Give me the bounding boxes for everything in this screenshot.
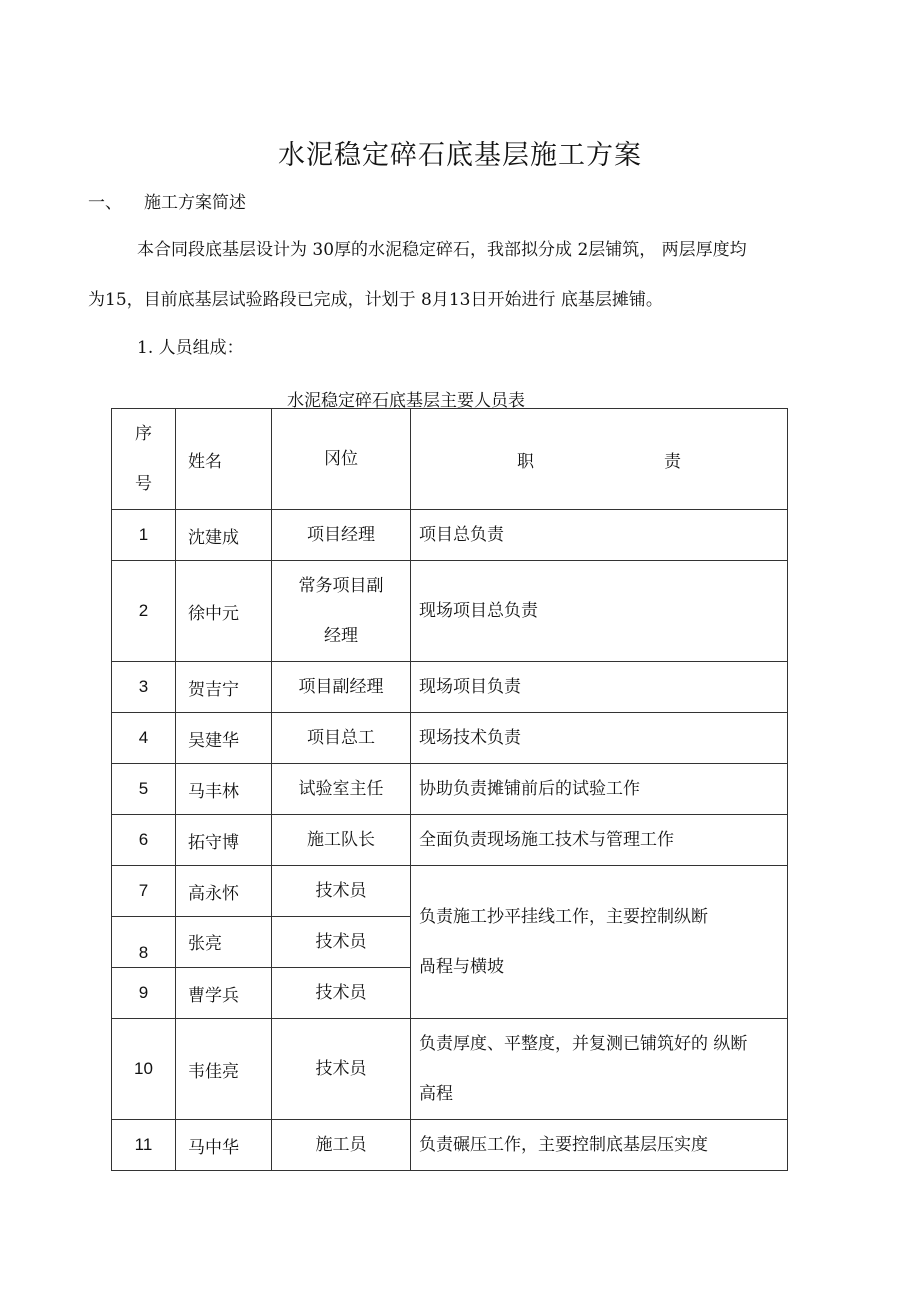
- row-no: 9: [112, 968, 176, 1019]
- table-caption: 水泥稳定碎石底基层主要人员表: [287, 391, 525, 411]
- section-number: 一、: [88, 193, 122, 213]
- section-title: 施工方案简述: [144, 193, 246, 213]
- row-name: 马丰林: [176, 764, 272, 815]
- row-position: 技术员: [272, 1019, 411, 1120]
- header-position: 冈位: [272, 409, 411, 510]
- row-name: 马中华: [176, 1120, 272, 1171]
- row-name: 曹学兵: [176, 968, 272, 1019]
- row-duty-merged: [411, 866, 788, 1019]
- table-row: [112, 561, 788, 662]
- row-duty: 现场项目总负责: [411, 561, 788, 662]
- row-duty: [411, 1019, 788, 1120]
- paragraph-line-1: 本合同段底基层设计为 30厚的水泥稳定碎石，我部拟分成 2层铺筑， 两层厚度均: [137, 240, 747, 260]
- row-duty: 现场技术负责: [411, 713, 788, 764]
- row-no: 5: [112, 764, 176, 815]
- row-position: 项目总工: [272, 713, 411, 764]
- row-no: 8: [112, 917, 176, 968]
- section-heading: [88, 188, 246, 213]
- row-duty: 协助负责摊铺前后的试验工作: [411, 764, 788, 815]
- row-duty: 现场项目负责: [411, 662, 788, 713]
- header-duty-b: 责: [664, 451, 681, 472]
- row-position: [272, 561, 411, 662]
- personnel-table: [111, 408, 788, 1171]
- paragraph-line-2: 为15，目前底基层试验路段已完成，计划于 8月13日开始进行 底基层摊铺。: [88, 290, 663, 310]
- row-no: 3: [112, 662, 176, 713]
- merged-duty-line1: 负责施工抄平挂线工作，主要控制纵断: [419, 907, 708, 927]
- row-name: 徐中元: [176, 561, 272, 662]
- row-name: 吴建华: [176, 713, 272, 764]
- table-row: [112, 662, 788, 713]
- table-row: [112, 1120, 788, 1171]
- row-position: 项目经理: [272, 510, 411, 561]
- header-duty: [411, 409, 788, 510]
- row-position: 施工队长: [272, 815, 411, 866]
- header-name: 姓名: [176, 409, 272, 510]
- row-position: 施工员: [272, 1120, 411, 1171]
- row-position: 试验室主任: [272, 764, 411, 815]
- document-title: 水泥稳定碎石底基层施工方案: [278, 140, 642, 171]
- header-no-bottom: 号: [135, 474, 152, 494]
- row-position: 技术员: [272, 968, 411, 1019]
- row-duty: 全面负责现场施工技术与管理工作: [411, 815, 788, 866]
- table-row: [112, 713, 788, 764]
- row-name: 高永怀: [176, 866, 272, 917]
- table-row: [112, 866, 788, 917]
- row-position: 技术员: [272, 866, 411, 917]
- table-row: [112, 815, 788, 866]
- table-row: [112, 1019, 788, 1120]
- row-name: 张亮: [176, 917, 272, 968]
- row-no: 4: [112, 713, 176, 764]
- row-no: 2: [112, 561, 176, 662]
- row-no: 7: [112, 866, 176, 917]
- table-header-row: [112, 409, 788, 510]
- subheading-personnel: 1. 人员组成：: [137, 338, 244, 358]
- row-no: 1: [112, 510, 176, 561]
- row-position-line1: 常务项目副: [298, 576, 384, 596]
- row-position: 项目副经理: [272, 662, 411, 713]
- header-duty-a: 职: [517, 451, 534, 472]
- row-duty-line2: 高程: [419, 1084, 453, 1104]
- row-name: 贺吉宁: [176, 662, 272, 713]
- header-no-top: 序: [135, 424, 152, 444]
- row-no: 11: [112, 1120, 176, 1171]
- row-duty-line1: 负责厚度、平整度，并复测已铺筑好的 纵断: [419, 1034, 748, 1054]
- row-duty: 负责碾压工作，主要控制底基层压实度: [411, 1120, 788, 1171]
- row-no: 6: [112, 815, 176, 866]
- row-name: 韦佳亮: [176, 1019, 272, 1120]
- row-duty: 项目总负责: [411, 510, 788, 561]
- table-row: [112, 764, 788, 815]
- row-name: 拓守博: [176, 815, 272, 866]
- row-no: 10: [112, 1019, 176, 1120]
- table-row: [112, 510, 788, 561]
- merged-duty-line2: 咼程与横坡: [419, 957, 504, 977]
- header-no: [112, 409, 176, 510]
- row-name: 沈建成: [176, 510, 272, 561]
- row-position-line2: 经理: [324, 626, 358, 646]
- row-position: 技术员: [272, 917, 411, 968]
